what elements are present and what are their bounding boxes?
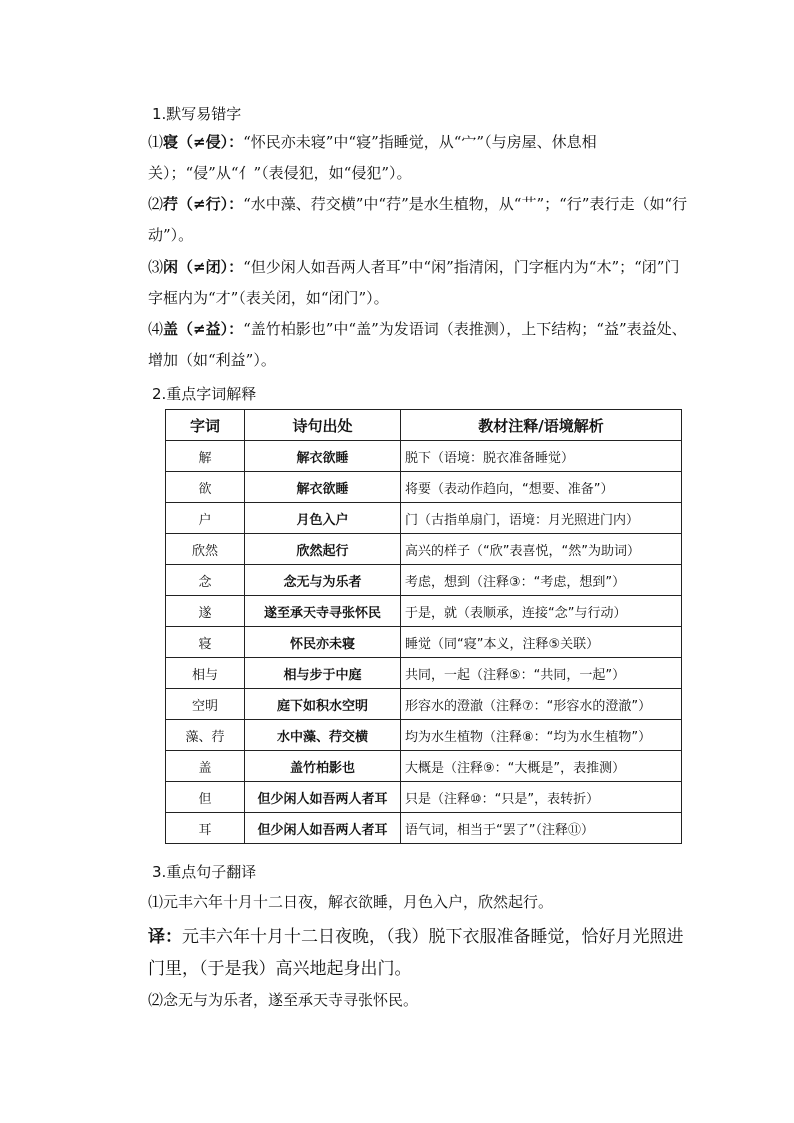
header-source: 诗句出处 <box>245 410 401 441</box>
item-4 <box>148 314 688 376</box>
header-explanation: 教材注释/语境解析 <box>401 410 682 441</box>
explanation-cell: 均为水生植物（注释⑧：“均为水生植物”） <box>401 720 682 751</box>
explanation-cell: 门（古指单扇门，语境：月光照进门内） <box>401 503 682 534</box>
word-cell: 欣然 <box>166 534 245 565</box>
source-cell: 欣然起行 <box>245 534 401 565</box>
table-row <box>166 441 682 472</box>
word-cell: 户 <box>166 503 245 534</box>
translation-label: 译： <box>148 927 182 947</box>
table-row <box>166 720 682 751</box>
item-1-term: 寝（≠侵）： <box>163 133 244 151</box>
word-cell: 解 <box>166 441 245 472</box>
table-row <box>166 627 682 658</box>
explanation-cell: 于是，就（表顺承，连接“念”与行动） <box>401 596 682 627</box>
explanation-cell: 语气词，相当于“罢了”（注释⑪） <box>401 813 682 844</box>
section3-heading: 3.重点句子翻译 <box>152 863 257 881</box>
item-2-text: “水中藻、荇交横”中“荇”是水生植物，从“艹”；“行”表行走（如“行动”）。 <box>148 195 688 244</box>
item-3 <box>148 252 688 314</box>
item-3-term: 闲（≠闭）： <box>163 258 244 276</box>
vocab-table <box>165 409 682 844</box>
table-row <box>166 596 682 627</box>
explanation-cell: 将要（表动作趋向，“想要、准备”） <box>401 472 682 503</box>
word-cell: 但 <box>166 782 245 813</box>
item-4-term: 盖（≠益）： <box>163 320 244 338</box>
explanation-cell: 脱下（语境：脱衣准备睡觉） <box>401 441 682 472</box>
explanation-cell: 只是（注释⑩：“只是”，表转折） <box>401 782 682 813</box>
source-cell: 解衣欲睡 <box>245 472 401 503</box>
table-row <box>166 534 682 565</box>
word-cell: 相与 <box>166 658 245 689</box>
source-cell: 相与步于中庭 <box>245 658 401 689</box>
item-3-text: “但少闲人如吾两人者耳”中“闲”指清闲，门字框内为“木”；“闭”门字框内为“才”（表关闭，如“闭门”）。 <box>148 258 680 307</box>
word-cell: 欲 <box>166 472 245 503</box>
item-1 <box>148 127 688 189</box>
table-row <box>166 782 682 813</box>
sentence-1: ⑴元丰六年十月十二日夜，解衣欲睡，月色入户，欣然起行。 <box>148 893 554 911</box>
source-cell: 解衣欲睡 <box>245 441 401 472</box>
word-cell: 耳 <box>166 813 245 844</box>
source-cell: 但少闲人如吾两人者耳 <box>245 813 401 844</box>
table-row <box>166 503 682 534</box>
item-2-term: 荇（≠行）： <box>163 195 244 213</box>
table-row <box>166 565 682 596</box>
item-1-num: ⑴ <box>148 133 164 151</box>
source-cell: 水中藻、荇交横 <box>245 720 401 751</box>
item-2-num: ⑵ <box>148 195 164 213</box>
table-row <box>166 689 682 720</box>
sentence-2: ⑵念无与为乐者，遂至承天寺寻张怀民。 <box>148 991 419 1009</box>
source-cell: 庭下如积水空明 <box>245 689 401 720</box>
source-cell: 月色入户 <box>245 503 401 534</box>
table-header-row <box>166 410 682 441</box>
table-row <box>166 472 682 503</box>
explanation-cell: 大概是（注释⑨：“大概是”，表推测） <box>401 751 682 782</box>
table-row <box>166 751 682 782</box>
translation-text: 元丰六年十月十二日夜晚，（我）脱下衣服准备睡觉，恰好月光照进门里，（于是我）高兴地起身出门。 <box>148 927 684 979</box>
explanation-cell: 共同，一起（注释⑤：“共同，一起”） <box>401 658 682 689</box>
source-cell: 盖竹柏影也 <box>245 751 401 782</box>
table-row <box>166 658 682 689</box>
word-cell: 盖 <box>166 751 245 782</box>
word-cell: 藻、荇 <box>166 720 245 751</box>
translation-1 <box>148 921 688 985</box>
item-4-num: ⑷ <box>148 320 164 338</box>
source-cell: 遂至承天寺寻张怀民 <box>245 596 401 627</box>
header-word: 字词 <box>166 410 245 441</box>
item-1-text: “怀民亦未寝”中“寝”指睡觉，从“宀”（与房屋、休息相关）；“侵”从“亻”（表侵犯，如“侵犯”）。 <box>148 133 597 182</box>
item-4-text: “盖竹柏影也”中“盖”为发语词（表推测），上下结构；“益”表益处、增加（如“利益”）。 <box>148 320 687 369</box>
explanation-cell: 睡觉（同“寝”本义，注释⑤关联） <box>401 627 682 658</box>
source-cell: 怀民亦未寝 <box>245 627 401 658</box>
source-cell: 念无与为乐者 <box>245 565 401 596</box>
explanation-cell: 高兴的样子（“欣”表喜悦，“然”为助词） <box>401 534 682 565</box>
source-cell: 但少闲人如吾两人者耳 <box>245 782 401 813</box>
word-cell: 空明 <box>166 689 245 720</box>
word-cell: 念 <box>166 565 245 596</box>
section2-heading: 2.重点字词解释 <box>152 385 257 403</box>
table-row <box>166 813 682 844</box>
word-cell: 遂 <box>166 596 245 627</box>
word-cell: 寝 <box>166 627 245 658</box>
explanation-cell: 形容水的澄澈（注释⑦：“形容水的澄澈”） <box>401 689 682 720</box>
item-3-num: ⑶ <box>148 258 164 276</box>
item-2 <box>148 189 688 251</box>
section1-heading: 1.默写易错字 <box>152 105 242 123</box>
explanation-cell: 考虑，想到（注释③：“考虑，想到”） <box>401 565 682 596</box>
